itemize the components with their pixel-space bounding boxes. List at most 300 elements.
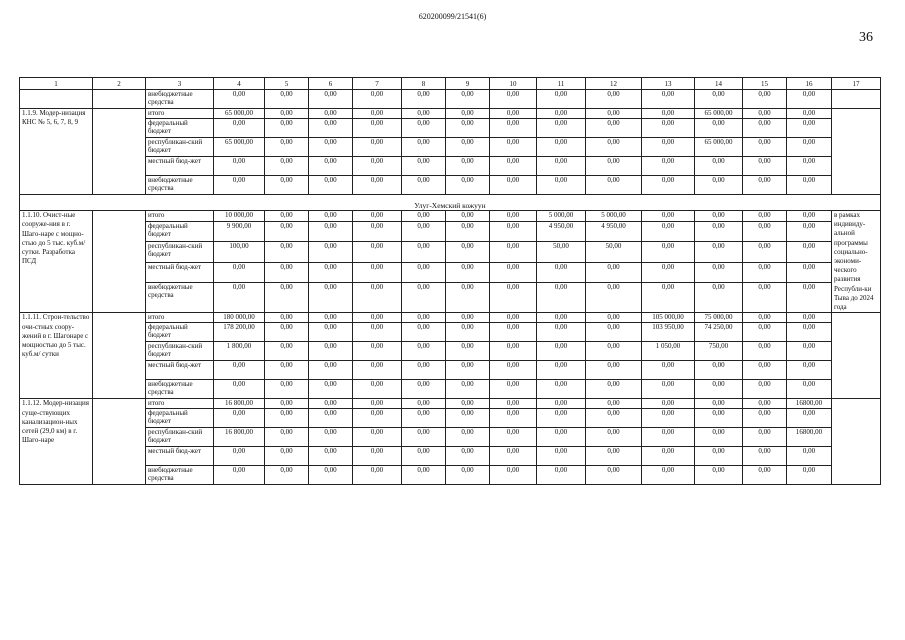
- table-body: [20, 78, 881, 485]
- value-cell: 0,00: [695, 242, 743, 262]
- funding-source: местный бюд-жет: [146, 262, 214, 282]
- empty-cell: [93, 90, 146, 109]
- value-cell: 0,00: [446, 342, 490, 361]
- page-number: 36: [859, 30, 873, 45]
- value-cell: 0,00: [586, 119, 642, 138]
- value-cell: 0,00: [695, 119, 743, 138]
- value-cell: 0,00: [490, 380, 537, 399]
- value-cell: 0,00: [695, 90, 743, 109]
- value-cell: 0,00: [309, 138, 353, 157]
- value-cell: 0,00: [642, 119, 695, 138]
- value-cell: 0,00: [265, 138, 309, 157]
- value-cell: 0,00: [490, 211, 537, 222]
- value-cell: 0,00: [586, 399, 642, 409]
- table-row: [20, 242, 881, 262]
- value-cell: 0,00: [446, 428, 490, 447]
- value-cell: 0,00: [309, 361, 353, 380]
- value-cell: 0,00: [402, 90, 446, 109]
- value-cell: 0,00: [402, 221, 446, 241]
- value-cell: 0,00: [642, 211, 695, 222]
- funding-source: республикан-ский бюджет: [146, 242, 214, 262]
- value-cell: 0,00: [642, 283, 695, 313]
- value-cell: 0,00: [353, 428, 402, 447]
- value-cell: 0,00: [309, 211, 353, 222]
- value-cell: 0,00: [743, 447, 787, 466]
- value-cell: 0,00: [490, 109, 537, 119]
- value-cell: 65 000,00: [695, 109, 743, 119]
- value-cell: 0,00: [586, 342, 642, 361]
- value-cell: 0,00: [743, 380, 787, 399]
- value-cell: 0,00: [743, 157, 787, 176]
- value-cell: 16800,00: [787, 399, 832, 409]
- empty-cell: [93, 211, 146, 313]
- object-name: 1.1.9. Модер-низация КНС № 5, 6, 7, 8, 9: [20, 109, 93, 195]
- value-cell: 0,00: [265, 176, 309, 195]
- column-header: 5: [265, 78, 309, 90]
- value-cell: 0,00: [214, 157, 265, 176]
- value-cell: 0,00: [446, 283, 490, 313]
- column-header: 3: [146, 78, 214, 90]
- value-cell: 50,00: [586, 242, 642, 262]
- value-cell: 0,00: [309, 157, 353, 176]
- value-cell: 16800,00: [787, 428, 832, 447]
- column-header: 8: [402, 78, 446, 90]
- note-cell: [832, 90, 881, 109]
- value-cell: 0,00: [402, 176, 446, 195]
- value-cell: 65 000,00: [695, 138, 743, 157]
- value-cell: 0,00: [537, 380, 586, 399]
- value-cell: 0,00: [490, 283, 537, 313]
- value-cell: 0,00: [537, 138, 586, 157]
- value-cell: 0,00: [743, 399, 787, 409]
- budget-table: [19, 77, 881, 485]
- value-cell: 0,00: [743, 109, 787, 119]
- value-cell: 0,00: [446, 157, 490, 176]
- value-cell: 0,00: [309, 466, 353, 485]
- value-cell: 0,00: [353, 90, 402, 109]
- table-row: [20, 409, 881, 428]
- column-header: 4: [214, 78, 265, 90]
- value-cell: 0,00: [446, 242, 490, 262]
- table-row: [20, 157, 881, 176]
- value-cell: 0,00: [265, 399, 309, 409]
- column-header: 6: [309, 78, 353, 90]
- value-cell: 0,00: [265, 262, 309, 282]
- value-cell: 0,00: [490, 447, 537, 466]
- value-cell: 0,00: [214, 119, 265, 138]
- value-cell: 0,00: [586, 447, 642, 466]
- empty-cell: [93, 109, 146, 195]
- value-cell: 0,00: [642, 109, 695, 119]
- table-row: [20, 283, 881, 313]
- value-cell: 0,00: [309, 428, 353, 447]
- funding-source: федеральный бюджет: [146, 119, 214, 138]
- value-cell: 0,00: [586, 138, 642, 157]
- value-cell: 0,00: [265, 447, 309, 466]
- value-cell: 0,00: [265, 211, 309, 222]
- value-cell: 0,00: [402, 109, 446, 119]
- note-cell: [832, 313, 881, 399]
- value-cell: 0,00: [353, 221, 402, 241]
- value-cell: 0,00: [265, 283, 309, 313]
- table-row: [20, 399, 881, 409]
- value-cell: 0,00: [309, 242, 353, 262]
- value-cell: 0,00: [695, 409, 743, 428]
- table-row: [20, 447, 881, 466]
- value-cell: 0,00: [537, 409, 586, 428]
- value-cell: 65 000,00: [214, 138, 265, 157]
- column-header: 14: [695, 78, 743, 90]
- value-cell: 0,00: [214, 447, 265, 466]
- value-cell: 0,00: [490, 342, 537, 361]
- value-cell: 0,00: [642, 361, 695, 380]
- table-row: [20, 380, 881, 399]
- value-cell: 103 950,00: [642, 323, 695, 342]
- value-cell: 0,00: [490, 90, 537, 109]
- value-cell: 74 250,00: [695, 323, 743, 342]
- value-cell: 0,00: [743, 283, 787, 313]
- value-cell: 0,00: [353, 109, 402, 119]
- funding-source: внебюджетные средства: [146, 283, 214, 313]
- value-cell: 0,00: [743, 313, 787, 323]
- value-cell: 5 000,00: [586, 211, 642, 222]
- column-header: 1: [20, 78, 93, 90]
- table-row: [20, 119, 881, 138]
- value-cell: 5 000,00: [537, 211, 586, 222]
- value-cell: 0,00: [743, 428, 787, 447]
- value-cell: 0,00: [695, 399, 743, 409]
- table-row: [20, 262, 881, 282]
- value-cell: 0,00: [265, 342, 309, 361]
- value-cell: 0,00: [695, 447, 743, 466]
- value-cell: 0,00: [642, 447, 695, 466]
- value-cell: 0,00: [446, 138, 490, 157]
- table-row: [20, 176, 881, 195]
- object-name: 1.1.11. Строи-тельство очи-стных соору-жений в г. Шагонаре с мощностью до 5 тыс. куб.м/ сутки: [20, 313, 93, 399]
- value-cell: 0,00: [490, 466, 537, 485]
- value-cell: 0,00: [642, 399, 695, 409]
- value-cell: 0,00: [695, 380, 743, 399]
- funding-source: республикан-ский бюджет: [146, 342, 214, 361]
- value-cell: 10 000,00: [214, 211, 265, 222]
- value-cell: 0,00: [446, 221, 490, 241]
- value-cell: 0,00: [695, 221, 743, 241]
- funding-source: федеральный бюджет: [146, 409, 214, 428]
- value-cell: 0,00: [490, 361, 537, 380]
- value-cell: 0,00: [309, 109, 353, 119]
- note-cell: [832, 109, 881, 195]
- funding-source: республикан-ский бюджет: [146, 428, 214, 447]
- value-cell: 0,00: [402, 157, 446, 176]
- value-cell: 0,00: [214, 90, 265, 109]
- value-cell: 0,00: [537, 323, 586, 342]
- value-cell: 0,00: [537, 176, 586, 195]
- value-cell: 0,00: [537, 313, 586, 323]
- value-cell: 0,00: [309, 221, 353, 241]
- value-cell: 0,00: [490, 262, 537, 282]
- table-row: [20, 109, 881, 119]
- funding-source: итого: [146, 211, 214, 222]
- value-cell: 0,00: [353, 242, 402, 262]
- value-cell: 0,00: [642, 380, 695, 399]
- table-row: [20, 466, 881, 485]
- value-cell: 0,00: [446, 211, 490, 222]
- value-cell: 0,00: [642, 176, 695, 195]
- value-cell: 0,00: [265, 90, 309, 109]
- value-cell: 0,00: [743, 211, 787, 222]
- value-cell: 0,00: [353, 399, 402, 409]
- value-cell: 1 050,00: [642, 342, 695, 361]
- value-cell: 0,00: [586, 428, 642, 447]
- value-cell: 0,00: [743, 409, 787, 428]
- value-cell: 0,00: [265, 109, 309, 119]
- value-cell: 0,00: [353, 409, 402, 428]
- funding-source: итого: [146, 399, 214, 409]
- value-cell: 1 800,00: [214, 342, 265, 361]
- value-cell: 0,00: [695, 361, 743, 380]
- value-cell: 0,00: [537, 428, 586, 447]
- value-cell: 180 000,00: [214, 313, 265, 323]
- value-cell: 0,00: [743, 466, 787, 485]
- value-cell: 0,00: [309, 399, 353, 409]
- value-cell: 0,00: [446, 361, 490, 380]
- value-cell: 0,00: [586, 176, 642, 195]
- value-cell: 0,00: [214, 380, 265, 399]
- column-header: 15: [743, 78, 787, 90]
- value-cell: 0,00: [353, 119, 402, 138]
- value-cell: 0,00: [402, 466, 446, 485]
- value-cell: 0,00: [402, 138, 446, 157]
- value-cell: 0,00: [353, 323, 402, 342]
- column-header: 13: [642, 78, 695, 90]
- value-cell: 0,00: [402, 447, 446, 466]
- value-cell: 0,00: [642, 221, 695, 241]
- value-cell: 0,00: [402, 242, 446, 262]
- value-cell: 0,00: [537, 399, 586, 409]
- value-cell: 0,00: [787, 138, 832, 157]
- value-cell: 0,00: [537, 90, 586, 109]
- value-cell: 0,00: [743, 242, 787, 262]
- value-cell: 0,00: [695, 211, 743, 222]
- value-cell: 0,00: [586, 157, 642, 176]
- value-cell: 178 200,00: [214, 323, 265, 342]
- value-cell: 0,00: [743, 221, 787, 241]
- value-cell: 0,00: [265, 221, 309, 241]
- value-cell: 0,00: [265, 409, 309, 428]
- value-cell: 750,00: [695, 342, 743, 361]
- value-cell: 0,00: [642, 262, 695, 282]
- value-cell: 0,00: [642, 242, 695, 262]
- value-cell: 0,00: [695, 283, 743, 313]
- value-cell: 0,00: [695, 157, 743, 176]
- value-cell: 0,00: [787, 409, 832, 428]
- object-cell: [20, 90, 93, 109]
- value-cell: 0,00: [265, 119, 309, 138]
- value-cell: 0,00: [787, 342, 832, 361]
- value-cell: 9 900,00: [214, 221, 265, 241]
- value-cell: 0,00: [490, 242, 537, 262]
- value-cell: 0,00: [402, 323, 446, 342]
- value-cell: 0,00: [353, 176, 402, 195]
- value-cell: 0,00: [642, 138, 695, 157]
- value-cell: 0,00: [402, 380, 446, 399]
- value-cell: 0,00: [743, 138, 787, 157]
- value-cell: 0,00: [787, 176, 832, 195]
- value-cell: 0,00: [446, 409, 490, 428]
- value-cell: 0,00: [265, 380, 309, 399]
- value-cell: 0,00: [537, 157, 586, 176]
- value-cell: 0,00: [446, 399, 490, 409]
- value-cell: 0,00: [402, 428, 446, 447]
- value-cell: 0,00: [214, 466, 265, 485]
- funding-source: внебюджетные средства: [146, 466, 214, 485]
- value-cell: 0,00: [787, 157, 832, 176]
- value-cell: 0,00: [743, 176, 787, 195]
- value-cell: 0,00: [446, 176, 490, 195]
- value-cell: 0,00: [353, 211, 402, 222]
- value-cell: 0,00: [265, 428, 309, 447]
- value-cell: 0,00: [402, 283, 446, 313]
- value-cell: 0,00: [490, 313, 537, 323]
- section-title: Улуг-Хемский кожуун: [20, 195, 881, 211]
- funding-source: итого: [146, 109, 214, 119]
- value-cell: 0,00: [309, 409, 353, 428]
- note-cell: [832, 399, 881, 485]
- value-cell: 0,00: [490, 221, 537, 241]
- table-row: [20, 361, 881, 380]
- value-cell: 16 800,00: [214, 399, 265, 409]
- value-cell: 0,00: [309, 90, 353, 109]
- value-cell: 0,00: [537, 361, 586, 380]
- value-cell: 0,00: [265, 242, 309, 262]
- value-cell: 0,00: [490, 138, 537, 157]
- funding-source: итого: [146, 313, 214, 323]
- value-cell: 0,00: [214, 262, 265, 282]
- empty-cell: [93, 313, 146, 399]
- funding-source: местный бюд-жет: [146, 447, 214, 466]
- table-row: [20, 428, 881, 447]
- funding-source: республикан-ский бюджет: [146, 138, 214, 157]
- value-cell: 0,00: [537, 447, 586, 466]
- column-header: 9: [446, 78, 490, 90]
- funding-source: местный бюд-жет: [146, 157, 214, 176]
- value-cell: 0,00: [586, 262, 642, 282]
- value-cell: 0,00: [586, 313, 642, 323]
- column-header: 10: [490, 78, 537, 90]
- value-cell: 0,00: [265, 157, 309, 176]
- value-cell: 0,00: [787, 119, 832, 138]
- value-cell: 0,00: [787, 323, 832, 342]
- value-cell: 0,00: [265, 361, 309, 380]
- value-cell: 0,00: [309, 342, 353, 361]
- value-cell: 75 000,00: [695, 313, 743, 323]
- value-cell: 0,00: [743, 262, 787, 282]
- value-cell: 0,00: [490, 428, 537, 447]
- value-cell: 0,00: [490, 176, 537, 195]
- value-cell: 0,00: [695, 428, 743, 447]
- value-cell: 0,00: [743, 323, 787, 342]
- value-cell: 0,00: [214, 409, 265, 428]
- value-cell: 0,00: [490, 157, 537, 176]
- value-cell: 0,00: [743, 119, 787, 138]
- value-cell: 0,00: [695, 176, 743, 195]
- table-row: [20, 90, 881, 109]
- value-cell: 0,00: [402, 211, 446, 222]
- value-cell: 0,00: [214, 283, 265, 313]
- value-cell: 0,00: [586, 283, 642, 313]
- document-code: 620200099/21541(6): [418, 12, 487, 21]
- value-cell: 0,00: [787, 313, 832, 323]
- value-cell: 0,00: [787, 109, 832, 119]
- value-cell: 0,00: [787, 242, 832, 262]
- column-header: 16: [787, 78, 832, 90]
- value-cell: 0,00: [586, 361, 642, 380]
- value-cell: 16 800,00: [214, 428, 265, 447]
- value-cell: 0,00: [537, 262, 586, 282]
- value-cell: 0,00: [586, 466, 642, 485]
- value-cell: 0,00: [490, 409, 537, 428]
- value-cell: 0,00: [402, 342, 446, 361]
- value-cell: 0,00: [402, 313, 446, 323]
- value-cell: 0,00: [787, 466, 832, 485]
- value-cell: 105 000,00: [642, 313, 695, 323]
- value-cell: 0,00: [353, 380, 402, 399]
- object-name: 1.1.10. Очист-ные сооруже-ния в г. Шаго-наре с мощно-стью до 5 тыс. куб.м/сутки. Разработка ПСД: [20, 211, 93, 313]
- funding-source: внебюджетные средства: [146, 380, 214, 399]
- value-cell: 0,00: [490, 119, 537, 138]
- value-cell: 0,00: [446, 90, 490, 109]
- funding-source: федеральный бюджет: [146, 221, 214, 241]
- value-cell: 0,00: [309, 313, 353, 323]
- value-cell: 0,00: [402, 262, 446, 282]
- value-cell: 0,00: [402, 409, 446, 428]
- column-header: 11: [537, 78, 586, 90]
- value-cell: 0,00: [586, 323, 642, 342]
- value-cell: 0,00: [537, 283, 586, 313]
- value-cell: 0,00: [787, 447, 832, 466]
- value-cell: 0,00: [586, 109, 642, 119]
- value-cell: 0,00: [787, 380, 832, 399]
- value-cell: 0,00: [309, 380, 353, 399]
- column-header: 17: [832, 78, 881, 90]
- funding-source: внебюджетные средства: [146, 176, 214, 195]
- value-cell: 0,00: [787, 361, 832, 380]
- table-row: [20, 221, 881, 241]
- table-row: [20, 323, 881, 342]
- value-cell: 0,00: [265, 466, 309, 485]
- value-cell: 0,00: [642, 90, 695, 109]
- value-cell: 0,00: [642, 428, 695, 447]
- value-cell: 50,00: [537, 242, 586, 262]
- value-cell: 0,00: [446, 262, 490, 282]
- value-cell: 0,00: [743, 361, 787, 380]
- object-name: 1.1.12. Модер-низация суще-ствующих канализацион-ных сетей (29,0 км) в г. Шаго-наре: [20, 399, 93, 485]
- value-cell: 0,00: [402, 399, 446, 409]
- value-cell: 4 950,00: [537, 221, 586, 241]
- table-row: [20, 138, 881, 157]
- value-cell: 0,00: [353, 342, 402, 361]
- value-cell: 0,00: [214, 361, 265, 380]
- funding-source: внебюджетные средства: [146, 90, 214, 109]
- column-header-row: [20, 78, 881, 90]
- value-cell: 0,00: [446, 380, 490, 399]
- value-cell: 0,00: [353, 361, 402, 380]
- value-cell: 0,00: [446, 447, 490, 466]
- value-cell: 4 950,00: [586, 221, 642, 241]
- value-cell: 0,00: [537, 109, 586, 119]
- value-cell: 0,00: [309, 119, 353, 138]
- value-cell: 0,00: [309, 323, 353, 342]
